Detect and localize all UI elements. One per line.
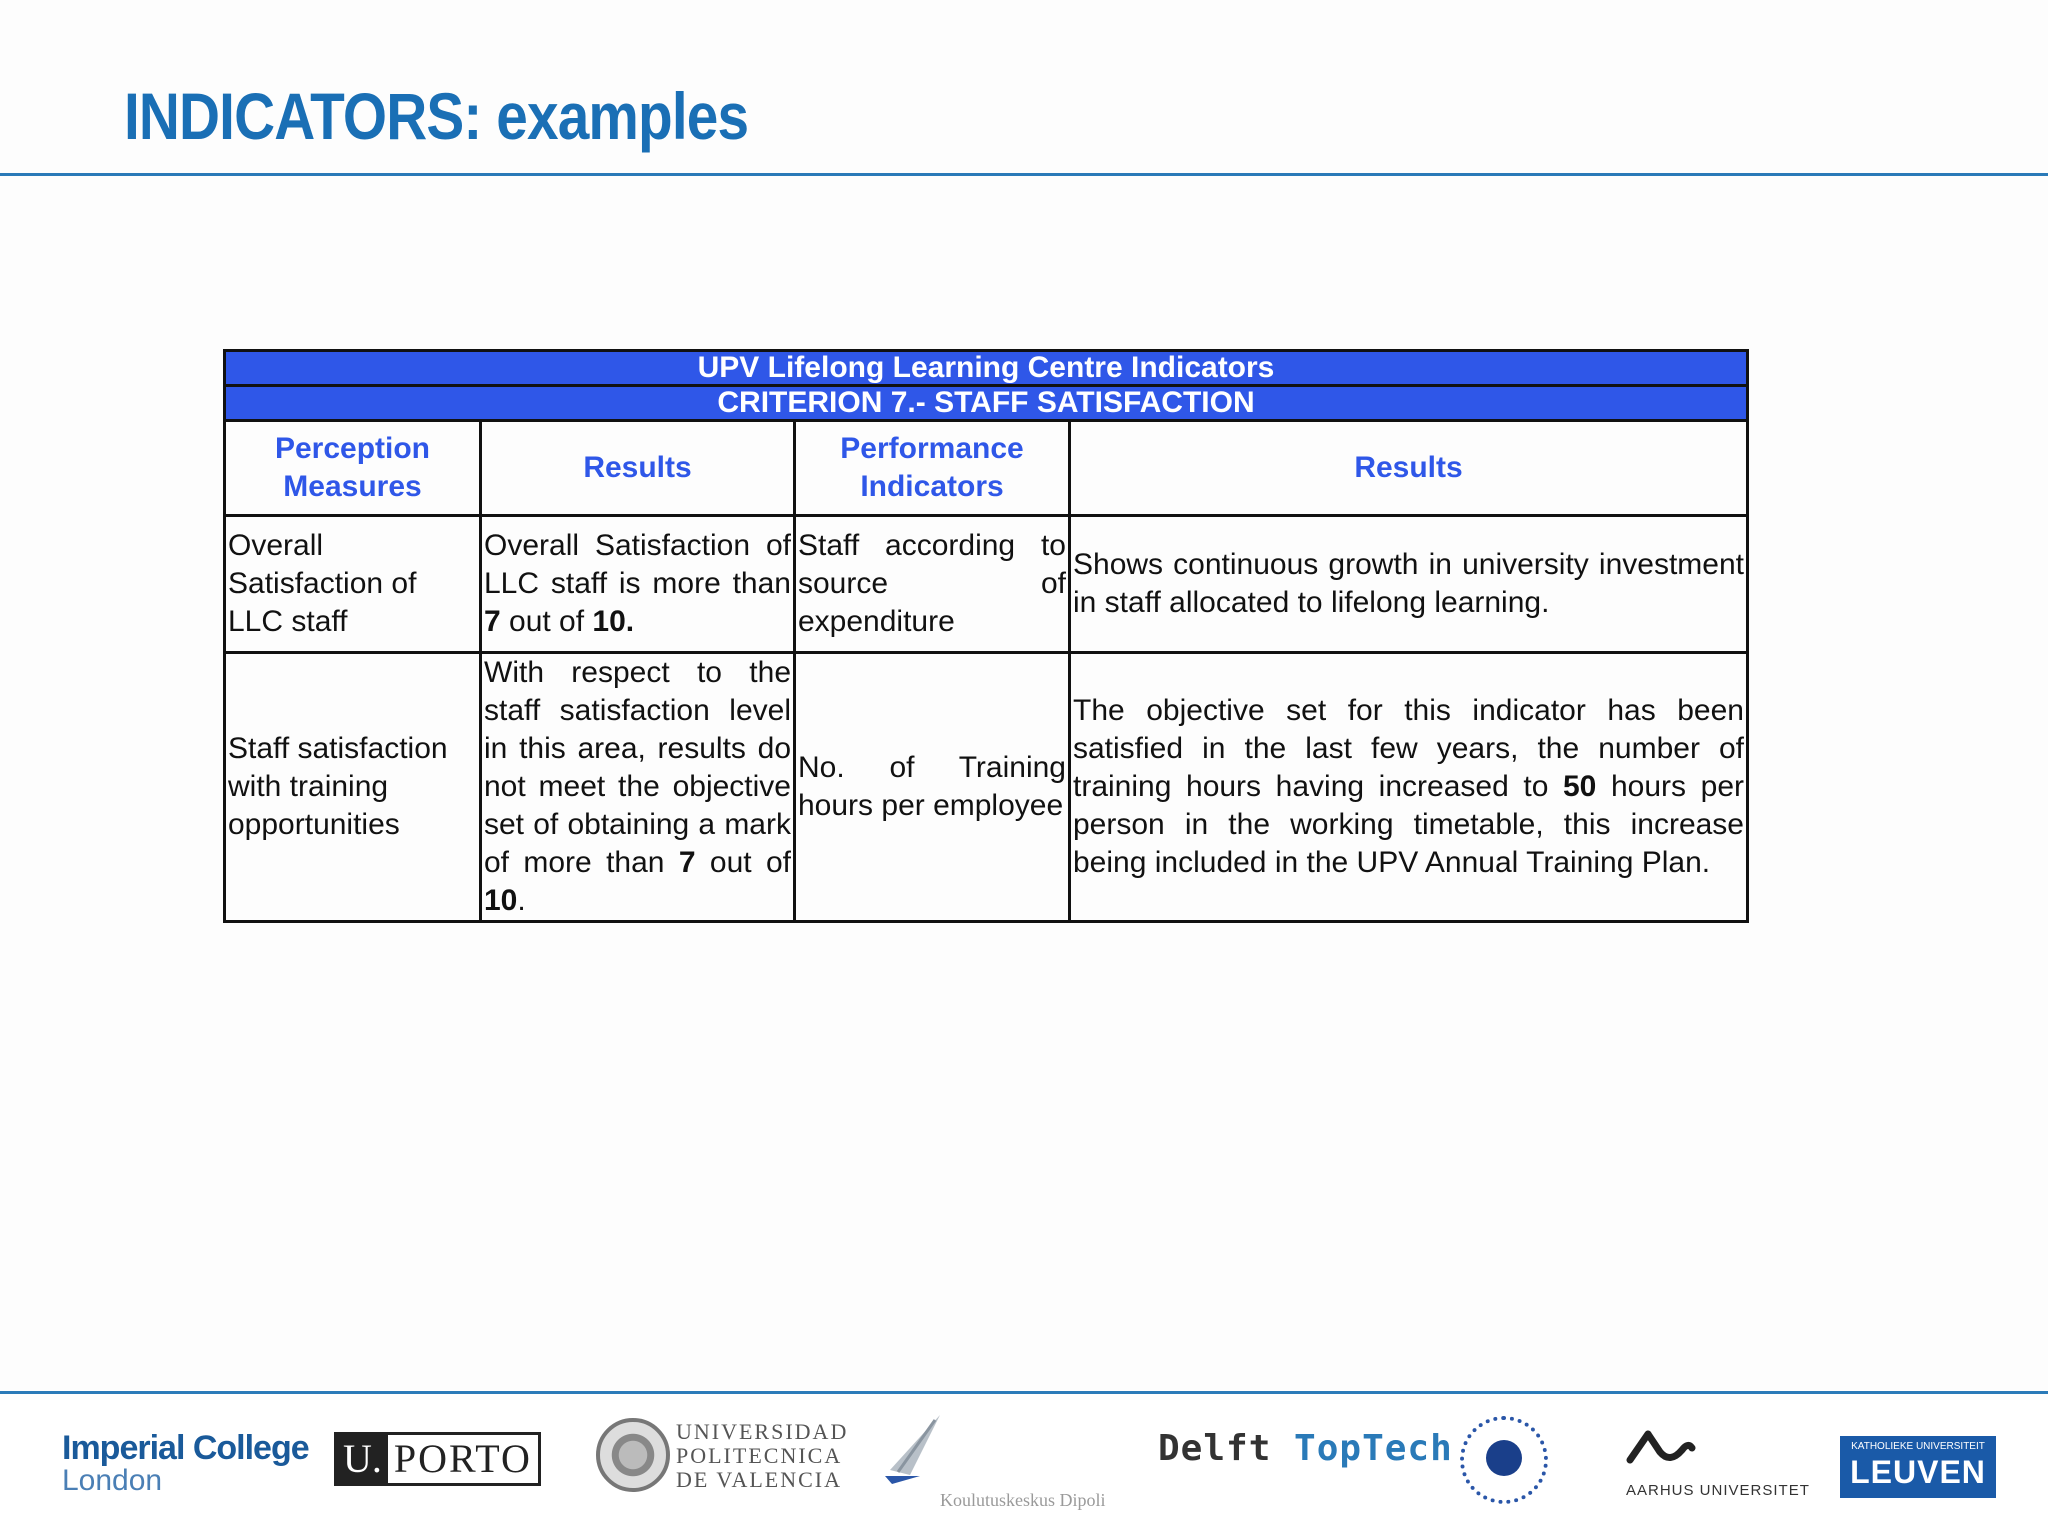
leuven-logo xyxy=(1840,1436,1996,1498)
dipoli-text: Koulutuskeskus Dipoli xyxy=(940,1490,1106,1510)
title-divider xyxy=(0,173,2048,176)
imperial-college-logo xyxy=(62,1430,309,1496)
upv-line2: POLITECNICA xyxy=(676,1443,843,1468)
cell-results xyxy=(481,516,795,653)
leuven-big: LEUVEN xyxy=(1850,1454,1986,1490)
dipoli-wing-icon xyxy=(880,1410,950,1495)
results-text: With respect to the staff satisfaction level in this area, results do not meet the objective set of obtaining a mark of more than xyxy=(484,656,791,879)
results-value: 7 xyxy=(678,846,696,879)
upv-line3: DE VALENCIA xyxy=(676,1467,843,1492)
header-perception-measures: Perception Measures xyxy=(225,421,481,516)
donau-center-icon xyxy=(1486,1440,1522,1476)
cell-outcome xyxy=(1070,653,1748,922)
donau-universitat-logo xyxy=(1460,1416,1548,1504)
indicators-table xyxy=(223,349,1749,923)
uporto-porto: PORTO xyxy=(393,1436,532,1481)
results-value: 7 xyxy=(484,605,501,638)
results-value-max: 10 xyxy=(484,884,518,917)
outcome-text: Shows continuous growth in university investment in staff allocated to lifelong learning. xyxy=(1073,548,1744,619)
toptech-word: TopTech xyxy=(1294,1428,1453,1469)
results-text-mid: out of xyxy=(500,605,593,638)
outcome-text-end: hours per person in the working timetable, this increase being included in the UPV Annual Training Plan. xyxy=(1073,770,1744,879)
header-results: Results xyxy=(481,421,795,516)
delft-toptech-logo xyxy=(1158,1428,1453,1469)
cell-indicator: Staff according to source of expenditure xyxy=(795,516,1070,653)
leuven-small: KATHOLIEKE UNIVERSITEIT xyxy=(1851,1441,1985,1452)
upv-line1: UNIVERSIDAD xyxy=(676,1419,849,1444)
uporto-u: U. xyxy=(337,1435,388,1483)
header-performance-indicators: Performance Indicators xyxy=(795,421,1070,516)
delft-word: Delft xyxy=(1158,1428,1295,1469)
slide-title: INDICATORS: examples xyxy=(124,79,749,153)
results-text-mid: out of xyxy=(695,846,791,879)
upv-logo-text xyxy=(676,1420,848,1492)
table-title: UPV Lifelong Learning Centre Indicators xyxy=(225,351,1748,386)
table-row xyxy=(225,516,1748,653)
aarhus-wave-icon xyxy=(1626,1426,1696,1476)
footer-divider xyxy=(0,1391,2048,1394)
table-subtitle: CRITERION 7.- STAFF SATISFACTION xyxy=(225,386,1748,421)
imperial-line1: Imperial College xyxy=(62,1429,309,1467)
partner-logos xyxy=(0,1400,2048,1536)
cell-results xyxy=(481,653,795,922)
header-results-2: Results xyxy=(1070,421,1748,516)
aarhus-text: AARHUS UNIVERSITET xyxy=(1626,1482,1810,1499)
imperial-line2: London xyxy=(62,1464,163,1497)
cell-outcome xyxy=(1070,516,1748,653)
table-row xyxy=(225,653,1748,922)
cell-perception: Overall Satisfaction of LLC staff xyxy=(225,516,481,653)
results-text: Overall Satisfaction of LLC staff is more than xyxy=(484,529,791,600)
upv-seal-icon xyxy=(596,1418,670,1492)
outcome-text: The objective set for this indicator has been satisfied in the last few years, the number of training hours having increased to xyxy=(1073,694,1744,803)
cell-indicator: No. of Training hours per employee xyxy=(795,653,1070,922)
outcome-value: 50 xyxy=(1563,770,1597,803)
cell-perception: Staff satisfaction with training opportunities xyxy=(225,653,481,922)
results-value-max: 10. xyxy=(592,605,635,638)
uporto-logo xyxy=(334,1432,541,1486)
results-text-end: . xyxy=(517,884,526,917)
